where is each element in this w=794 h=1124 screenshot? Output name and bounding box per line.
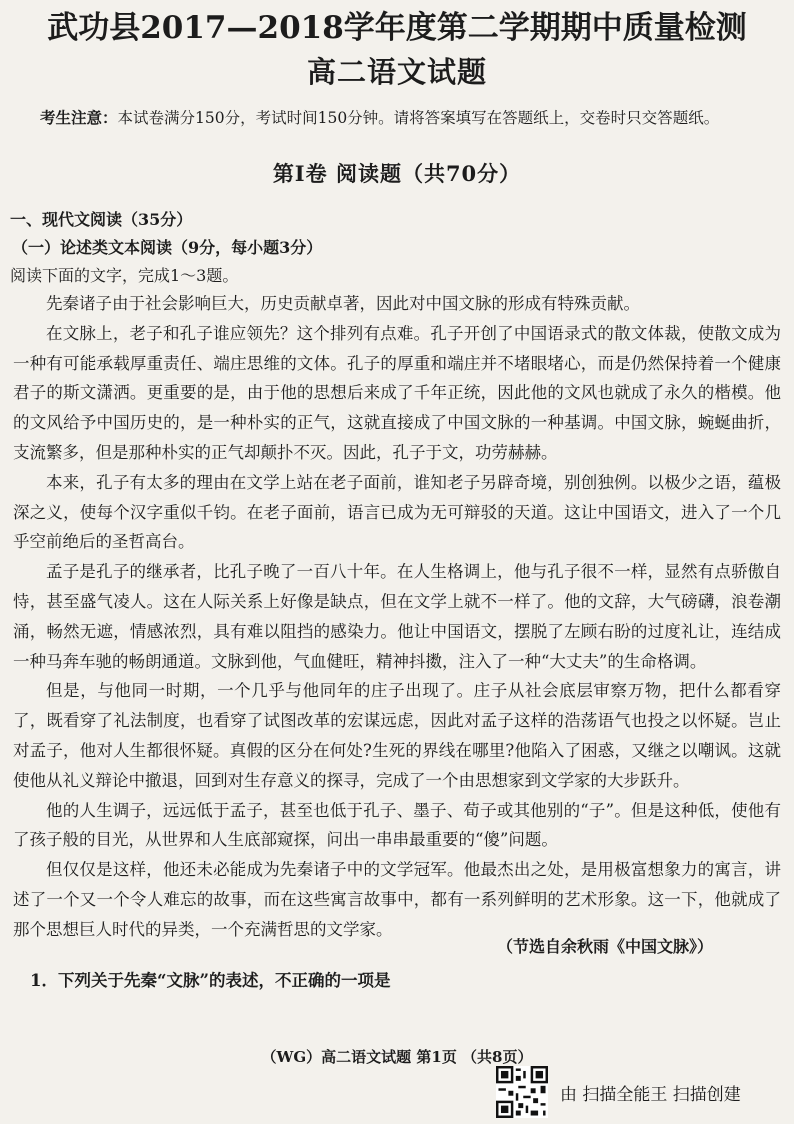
notice-label: 考生注意： — [40, 108, 118, 127]
passage-paragraph: 在文脉上，老子和孔子谁应领先？这个排列有点难。孔子开创了中国语录式的散文体裁，使散文成为一种有可能承载厚重责任、端庄思维的文体。孔子的厚重和端庄并不堵眼堵心，而是仍然保持着一个健康君子的斯文潇洒。更重要的是，由于他的思想后来成了千年正统，因此他的文风也就成了永久的楷模。他的文风给予中国历史的，是一种朴实的正气，这就直接成了中国文脉的一种基调。中国文脉，蜿蜒曲折，支流繁多，但是那种朴实的正气却颠扑不灭。因此，孔子于文，功劳赫赫。 — [13, 323, 781, 462]
passage-paragraph: 孟子是孔子的继承者，比孔子晚了一百八十年。在人生格调上，他与孔子很不一样，显然有点骄傲自恃，甚至盛气凌人。这在人际关系上好像是缺点，但在文学上就不一样了。他的文辞，大气磅礴，浪卷潮涌，畅然无遮，情感浓烈，具有难以阻挡的感染力。他让中国语文，摆脱了左顾右盼的过度礼让，连结成一种马奔车驰的畅朗通道。文脉到他，气血健旺，精神抖擞，注入了一种“大丈夫”的生命格调。 — [13, 562, 781, 671]
reading-instruction: 阅读下面的文字，完成1～3题。 — [10, 266, 239, 285]
passage-paragraph: 本来，孔子有太多的理由在文学上站在老子面前，谁知老子另辟奇境，别创独例。以极少之语，蕴极深之义，使每个汉字重似千钧。在老子面前，语言已成为无可辩驳的天道。这让中国语文，进入了一个几乎空前绝后的圣哲高台。 — [13, 472, 781, 552]
qr-code-icon — [496, 1066, 548, 1118]
page-footer: （WG）高二语文试题 第1页 （共8页） — [261, 1048, 533, 1066]
passage-paragraph: 但是，与他同一时期，一个几乎与他同年的庄子出现了。庄子从社会底层审察万物，把什么都看穿了，既看穿了礼法制度，也看穿了试图改革的宏谋远虑，因此对孟子这样的浩荡语气也投之以怀疑。岂止对孟子，他对人生都很怀疑。真假的区分在何处?生死的界线在哪里?他陷入了困惑，又继之以嘲讽。这就使他从礼义辩论中撤退，回到对生存意义的探寻，完成了一个由思想家到文学家的大步跃升。 — [13, 681, 781, 790]
passage-source: （节选自余秋雨《中国文脉》） — [497, 937, 714, 956]
question-1: 1．下列关于先秦“文脉”的表述，不正确的一项是 — [30, 971, 391, 990]
candidate-notice — [14, 101, 782, 135]
exam-title: 武功县2017—2018学年度第二学期期中质量检测 — [47, 10, 747, 46]
reading-passage — [13, 289, 781, 945]
passage-paragraph: 他的人生调子，远远低于孟子，甚至也低于孔子、墨子、荀子或其他别的“子”。但是这种低，使他有了孩子般的目光，从世界和人生底部窥探，问出一串串最重要的“傻”问题。 — [13, 800, 781, 850]
exam-subtitle: 高二语文试题 — [306, 55, 487, 89]
subsection-heading: （一）论述类文本阅读（9分，每小题3分） — [12, 238, 323, 257]
part-title: 第Ⅰ卷 阅读题（共70分） — [272, 161, 522, 186]
section-heading: 一、现代文阅读（35分） — [10, 210, 193, 229]
passage-paragraph: 但仅仅是这样，他还未必能成为先秦诸子中的文学冠军。他最杰出之处，是用极富想象力的寓言，讲述了一个又一个令人难忘的故事，而在这些寓言故事中，都有一系列鲜明的艺术形象。这一下，他就成了那个思想巨人时代的异类，一个充满哲思的文学家。 — [13, 860, 781, 939]
passage-paragraph: 先秦诸子由于社会影响巨大，历史贡献卓著，因此对中国文脉的形成有特殊贡献。 — [46, 294, 640, 313]
notice-text: 本试卷满分150分，考试时间150分钟。请将答案填写在答题纸上，交卷时只交答题纸。 — [117, 109, 720, 127]
scanner-watermark-text: 由 扫描全能王 扫描创建 — [560, 1085, 741, 1105]
